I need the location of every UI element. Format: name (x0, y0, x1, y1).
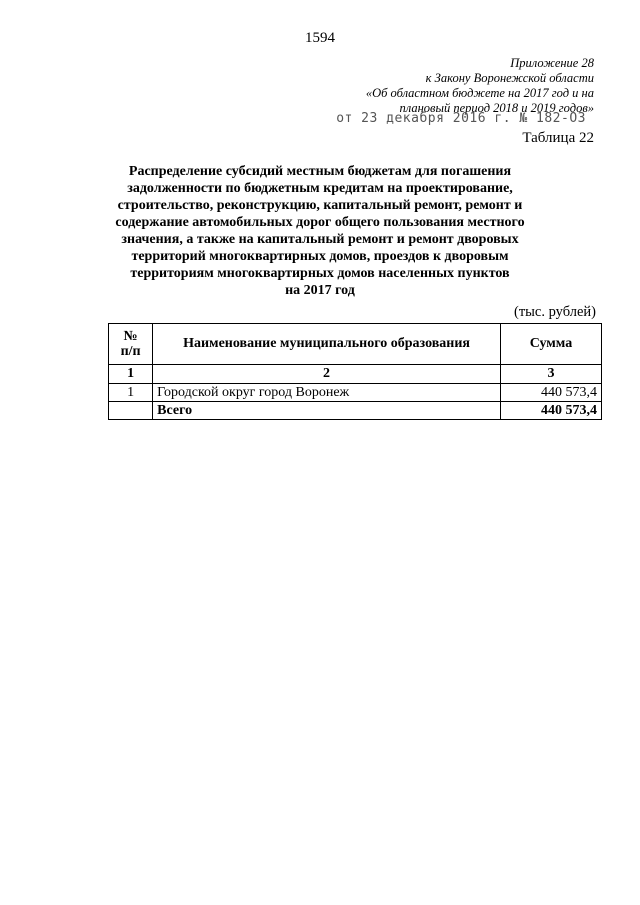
title-line: строительство, реконструкцию, капитальный ремонт, ремонт и (117, 198, 523, 213)
table-row (109, 384, 602, 402)
appendix-line-1: Приложение 28 (510, 56, 594, 70)
header-number-line1: № (123, 329, 138, 344)
title-line: содержание автомобильных дорог общего пользования местного (115, 215, 525, 230)
table-label: Таблица 22 (522, 130, 594, 146)
title-line: задолженности по бюджетным кредитам на проектирование, (127, 181, 513, 196)
row-sum: 440 573,4 (500, 384, 601, 402)
header-number-line2: п/п (120, 344, 141, 359)
title-line: Распределение субсидий местным бюджетам для погашения (128, 164, 512, 179)
title-line: территорий многоквартирных домов, проездов к дворовым (131, 249, 509, 264)
page-number: 1594 (305, 30, 335, 46)
table-index-row (109, 365, 602, 384)
row-name: Городской округ город Воронеж (153, 384, 501, 402)
index-cell: 1 (109, 365, 153, 384)
units-label: (тыс. рублей) (514, 304, 596, 320)
table-header-row (109, 324, 602, 365)
total-number (109, 402, 153, 420)
appendix-reference (366, 56, 594, 116)
total-sum: 440 573,4 (500, 402, 601, 420)
title-line: территориям многоквартирных домов населенных пунктов (130, 266, 510, 281)
law-date-stamp: от 23 декабря 2016 г. № 182-ОЗ (336, 111, 586, 126)
table-total-row (109, 402, 602, 420)
header-name: Наименование муниципального образования (153, 324, 501, 365)
row-number: 1 (109, 384, 153, 402)
index-cell: 3 (500, 365, 601, 384)
title-line: на 2017 год (285, 283, 355, 298)
appendix-line-2: к Закону Воронежской области (425, 71, 594, 85)
appendix-line-3: «Об областном бюджете на 2017 год и на (365, 86, 594, 100)
appendix-line-4: плановый период 2018 и 2019 годов» (399, 101, 594, 115)
header-sum: Сумма (500, 324, 601, 365)
title-line: значения, а также на капитальный ремонт и ремонт дворовых (121, 232, 519, 247)
subsidy-table (108, 323, 602, 420)
header-number (109, 324, 153, 365)
total-label: Всего (153, 402, 501, 420)
document-title (100, 163, 540, 299)
index-cell: 2 (153, 365, 501, 384)
